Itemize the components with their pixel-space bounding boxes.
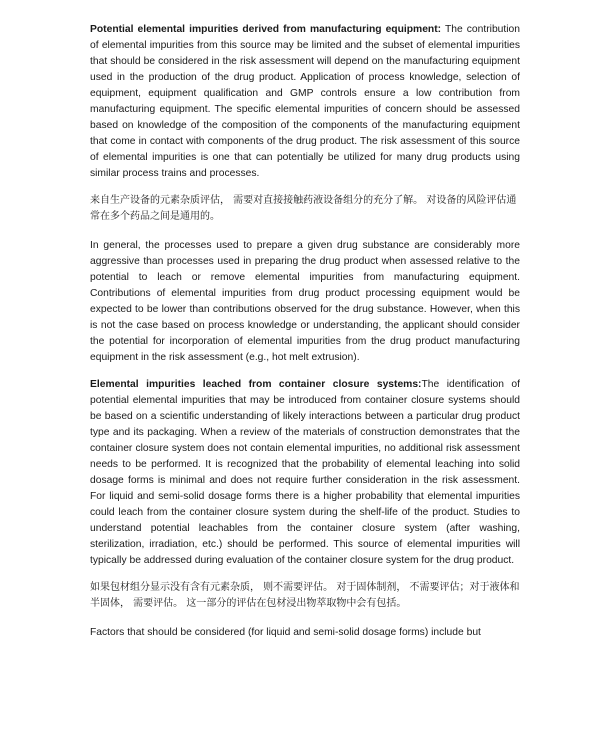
document-page (90, 22, 520, 641)
paragraph-chinese-packaging-summary: 如果包材组分显示没有含有元素杂质， 则不需要评估。 对于固体制剂， 不需要评估；对于液体和半固体， 需要评估。 这一部分的评估在包材浸出物萃取物中会有包括。 (90, 582, 520, 609)
paragraph-heading: Elemental impurities leached from container closure systems: (90, 379, 422, 390)
paragraph-drug-substance-processes: In general, the processes used to prepare a given drug substance are considerably more aggressive than processes used in preparing the drug product when assessed relative to the potential to leach or remove elemental impurities from manufacturing equipment. Contributions of elemental impurities from drug product processing equipment would be expected to be lower than contributions observed for the drug substance. However, when this is not the case based on process knowledge or understanding, the applicant should consider the potential for incorporation of elemental impurities from the drug product manufacturing equipment in the risk assessment (e.g., hot melt extrusion). (90, 240, 520, 363)
paragraph-container-closure (90, 377, 520, 569)
paragraph-manufacturing-equipment (90, 22, 520, 182)
paragraph-heading: Potential elemental impurities derived from manufacturing equipment: (90, 24, 442, 35)
paragraph-chinese-equipment-summary: 来自生产设备的元素杂质评估， 需要对直接接触药液设备组分的充分了解。 对设备的风险评估通常在多个药品之间是通用的。 (90, 195, 517, 222)
paragraph-factors-intro: Factors that should be considered (for liquid and semi-solid dosage forms) include but (90, 627, 481, 638)
paragraph-text: The contribution of elemental impurities from this source may be limited and the subset of elemental impurities that should be considered in the risk assessment will depend on the manufacturing equipment used in the production of the drug product. Application of process knowledge, selection of equipment, equipment qualification and GMP controls ensure a low contribution from manufacturing equipment. The specific elemental impurities of concern should be assessed based on knowledge of the composition of the components of the manufacturing equipment that come in contact with components of the drug product. The risk assessment of this source of elemental impurities is one that can potentially be utilized for many drug products using similar process trains and processes. (90, 24, 520, 179)
paragraph-text: The identification of potential elemental impurities that may be introduced from container closure systems should be based on a scientific understanding of likely interactions between a particular drug product type and its packaging. When a review of the materials of construction demonstrates that the container closure system does not contain elemental impurities, no additional risk assessment needs to be performed. It is recognized that the probability of elemental leaching into solid dosage forms is minimal and does not require further consideration in the risk assessment. For liquid and semi-solid dosage forms there is a higher probability that elemental impurities could leach from the container closure system during the shelf-life of the product. Studies to understand potential leachables from the container closure system (after washing, sterilization, irradiation, etc.) should be performed. This source of elemental impurities will typically be addressed during evaluation of the container closure system for the drug product. (90, 379, 521, 566)
